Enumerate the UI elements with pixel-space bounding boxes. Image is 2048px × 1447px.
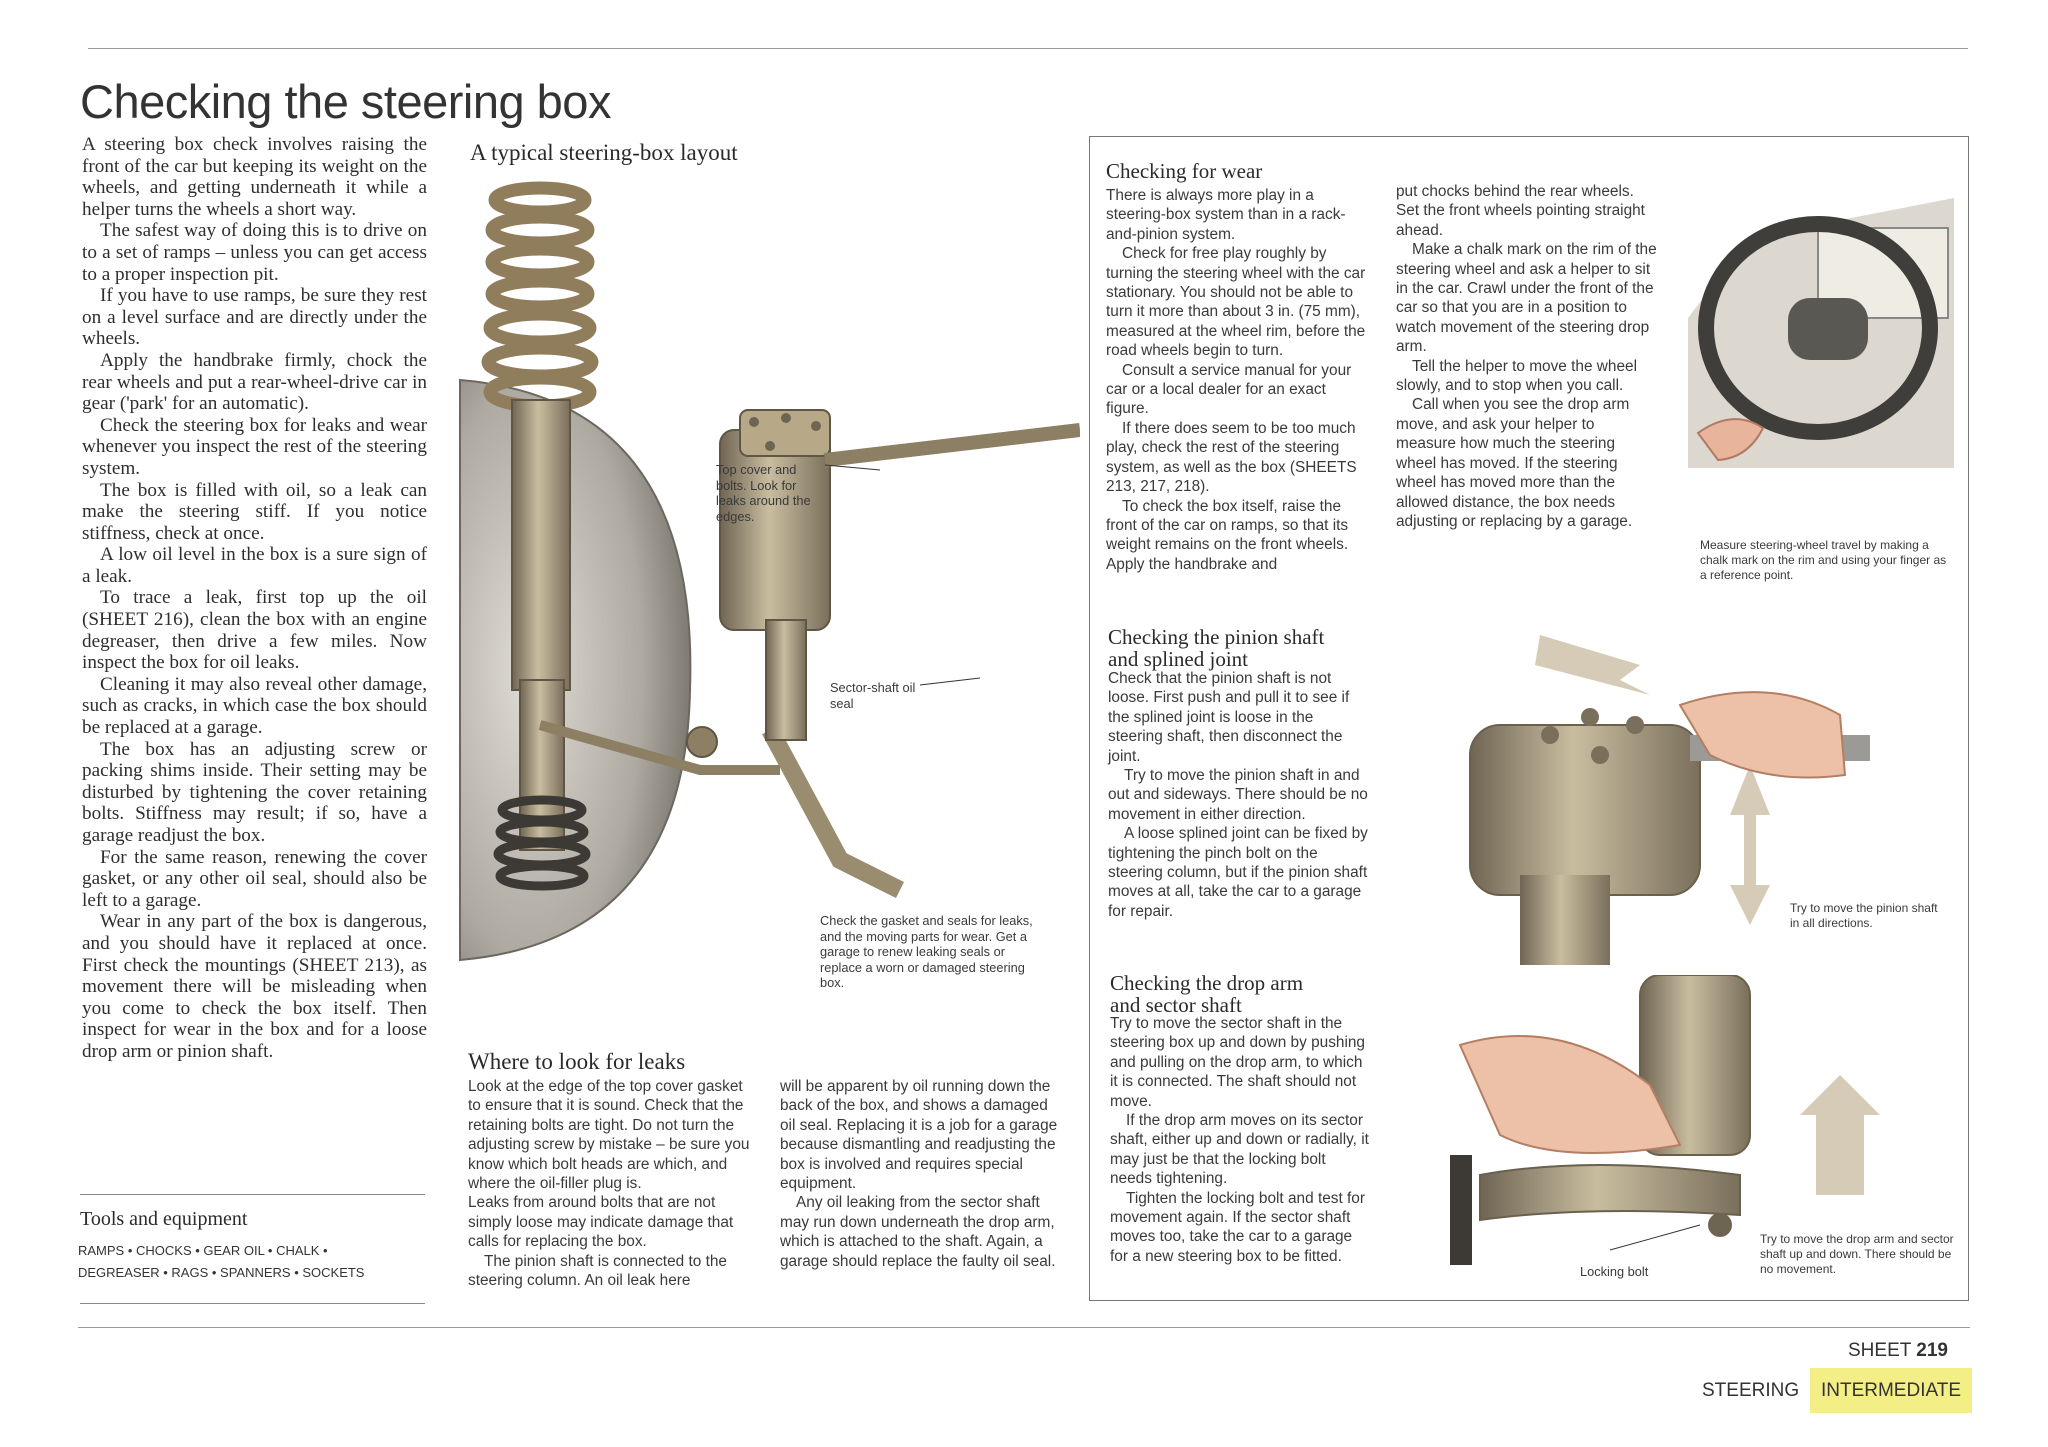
paragraph: For the same reason, renewing the cover gasket, or any other oil seal, should also be left to a garage. xyxy=(82,846,427,911)
paragraph: Make a chalk mark on the rim of the steering wheel and ask a helper to sit in the car. Crawl under the front of the car so that you are in a position to watch movement of the steering drop arm. xyxy=(1396,241,1657,356)
tools-line: DEGREASER • RAGS • SPANNERS • SOCKETS xyxy=(78,1265,365,1280)
pinion-text xyxy=(1108,669,1368,921)
paragraph: Any oil leaking from the sector shaft may run down underneath the drop arm, which is attached to the shaft. Again, a garage should replace the faulty oil seal. xyxy=(780,1194,1056,1270)
bolt xyxy=(781,413,791,423)
label-top-cover: Top cover and bolts. Look for leaks around the edges. xyxy=(716,462,811,524)
tools-list xyxy=(78,1240,364,1284)
paragraph: To check the box itself, raise the front of the car on ramps, so that its weight remains on the front wheels. Apply the handbrake and xyxy=(1106,497,1349,573)
paragraph: If the drop arm moves on its sector shaft, either up and down or radially, it may just be that the locking bolt needs tightening. xyxy=(1110,1112,1369,1188)
paragraph: To trace a leak, first top up the oil (SHEET 216), clean the box with an engine degreaser, then drive a few miles. Now inspect the box for oil leaks. xyxy=(82,587,427,674)
paragraph: Try to move the pinion shaft in and out and sideways. There should be no movement in either direction. xyxy=(1108,767,1368,823)
wear-col-1 xyxy=(1106,186,1371,574)
paragraph: A low oil level in the box is a sure sign of a leak. xyxy=(82,544,427,587)
paragraph: put chocks behind the rear wheels. Set the front wheels pointing straight ahead. xyxy=(1396,183,1645,239)
label-sector-seal: Sector-shaft oil seal xyxy=(830,680,916,711)
bolt xyxy=(811,421,821,431)
leader-line xyxy=(825,465,880,470)
droparm-heading xyxy=(1110,972,1303,1016)
paragraph: The box has an adjusting screw or packing shims inside. Their setting may be disturbed by tightening the cover retaining bolts. Stiffness may result; if so, have a garage readjust the box. xyxy=(82,738,427,846)
droparm-heading-line: Checking the drop arm xyxy=(1110,971,1304,995)
paragraph: The box is filled with oil, so a leak can make the steering stiff. If you notice stiffness, check at once. xyxy=(82,479,427,544)
top-rule xyxy=(88,48,1968,49)
drop-arm-illustration xyxy=(1440,975,1880,1275)
sheet-value: 219 xyxy=(1916,1340,1948,1361)
paragraph: Check the steering box for leaks and wear whenever you inspect the rest of the steering system. xyxy=(82,414,427,479)
paragraph: Try to move the sector shaft in the steering box up and down by pushing and pulling on the drop arm, to which it is connected. The shaft should not move. xyxy=(1110,1015,1365,1110)
page-title: Checking the steering box xyxy=(80,75,611,128)
paragraph: Check that the pinion shaft is not loose. First push and pull it to see if the splined joint is loose in the steering shaft, then disconnect the joint. xyxy=(1108,670,1350,765)
paragraph: A loose splined joint can be fixed by tightening the pinch bolt on the steering column, but if the pinion shaft moves at all, take the car to a garage for repair. xyxy=(1108,825,1368,920)
hand xyxy=(1680,692,1845,777)
droparm-caption: Try to move the drop arm and sector shaft up and down. There should be no movement. xyxy=(1760,1232,1954,1276)
pinion-heading-line: Checking the pinion shaft xyxy=(1108,625,1325,649)
paragraph: Cleaning it may also reveal other damage, such as cracks, in which case the box should be replaced at a garage. xyxy=(82,673,427,739)
wheel-hub xyxy=(1788,298,1868,360)
paragraph: The pinion shaft is connected to the steering column. An oil leak here xyxy=(468,1252,727,1290)
figure-caption: Check the gasket and seals for leaks, and the moving parts for wear. Get a garage to renew leaking seals or replace a worn or damaged steering box. xyxy=(820,913,1033,991)
figure-heading: A typical steering-box layout xyxy=(470,140,738,165)
strut-body xyxy=(512,400,570,690)
paragraph: Wear in any part of the box is dangerous, and you should have it replaced at once. First check the mountings (SHEET 213), as movement there will be misleading when you come to check the box itself. Then inspect for wear in the box and for a loose drop arm or pinion shaft. xyxy=(82,911,427,1062)
leader-line xyxy=(1610,1225,1700,1250)
paragraph: The safest way of doing this is to drive on to a set of ramps – unless you can get access to a proper inspection pit. xyxy=(82,220,427,285)
droparm-text xyxy=(1110,1014,1370,1266)
pinion-caption: Try to move the pinion shaft in all directions. xyxy=(1790,901,1938,930)
wear-heading: Checking for wear xyxy=(1106,159,1263,183)
steering-box xyxy=(720,430,830,630)
category-tag: STEERING xyxy=(1702,1380,1800,1401)
paragraph: There is always more play in a steering-box system than in a rack-and-pinion system. xyxy=(1106,187,1346,243)
paragraph: will be apparent by oil running down the back of the box, and shows a damaged oil seal. Replacing it is a job for a garage because dismantling and readjusting the box is involved and requires special equipment. xyxy=(780,1078,1058,1193)
steering-box-layout-illustration xyxy=(440,170,1080,1030)
leader-line xyxy=(920,678,980,685)
paragraph: Call when you see the drop arm move, and ask your helper to measure how much the steering wheel has moved. If the steering wheel has moved more than the allowed distance, the box needs adjusting or replacing by a garage. xyxy=(1396,396,1633,530)
sector-shaft xyxy=(766,620,806,740)
wear-caption: Measure steering-wheel travel by making a chalk mark on the rim and using your finger as a reference point. xyxy=(1700,538,1947,582)
ball-joint xyxy=(687,727,717,757)
drop-arm xyxy=(770,730,900,890)
intro-text xyxy=(82,134,427,1063)
locking-bolt-label: Locking bolt xyxy=(1580,1264,1649,1279)
tools-heading: Tools and equipment xyxy=(80,1208,248,1230)
arrow-icon xyxy=(1800,1075,1880,1195)
paragraph: If you have to use ramps, be sure they rest on a level surface and are directly under the wheels. xyxy=(82,285,427,350)
arrow-icon xyxy=(1730,765,1770,925)
paragraph: Tell the helper to move the wheel slowly, and to stop when you call. xyxy=(1396,357,1638,395)
paragraph: Look at the edge of the top cover gasket to ensure that it is sound. Check that the retaining bolts are tight. Do not turn the adjusting screw by mistake – be sure you know which bolt heads are which, and where the oil-filler plug is. xyxy=(468,1078,750,1193)
steering-box xyxy=(1470,725,1700,895)
pinion-heading xyxy=(1108,626,1324,670)
paragraph: If there does seem to be too much play, check the rest of the steering system, as well as the box (SHEETS 213, 217, 218). xyxy=(1106,419,1357,496)
paragraph: Leaks from around bolts that are not simply loose may indicate damage that calls for replacing the box. xyxy=(468,1194,734,1251)
pinion-heading-line: and splined joint xyxy=(1108,647,1248,671)
steering-column xyxy=(825,430,1080,460)
sheet-number xyxy=(1848,1340,1948,1362)
arrow-icon xyxy=(1535,635,1650,695)
locking-bolt xyxy=(1708,1213,1732,1237)
sheet-label: SHEET xyxy=(1848,1340,1912,1361)
bolt xyxy=(749,417,759,427)
paragraph: Check for free play roughly by turning the steering wheel with the car stationary. You should not be able to turn it more than about 3 in. (75 mm), measured at the wheel rim, before the road wheels begin to turn. xyxy=(1106,245,1366,360)
leaks-col-1 xyxy=(468,1077,758,1290)
paragraph: Tighten the locking bolt and test for movement again. If the sector shaft moves too, take the car to a garage for a new steering box to be fitted. xyxy=(1110,1189,1365,1265)
tools-line: RAMPS • CHOCKS • GEAR OIL • CHALK • xyxy=(78,1243,328,1258)
droparm-heading-line: and sector shaft xyxy=(1110,993,1242,1017)
tools-top-rule xyxy=(80,1194,425,1195)
bottom-rule xyxy=(78,1327,1970,1328)
drop-arm xyxy=(1480,1165,1740,1220)
paragraph: A steering box check involves raising the front of the car but keeping its weight on the wheels, and getting underneath it while a helper turns the wheels a short way. xyxy=(82,134,427,220)
leaks-heading: Where to look for leaks xyxy=(468,1049,686,1074)
coil-spring xyxy=(488,188,592,406)
paragraph: Consult a service manual for your car or a local dealer for an exact figure. xyxy=(1106,361,1352,418)
level-tag: INTERMEDIATE xyxy=(1810,1368,1972,1413)
steering-wheel-illustration xyxy=(1688,198,1954,498)
paragraph: Apply the handbrake firmly, chock the rear wheels and put a rear-wheel-drive car in gear ('park' for an automatic). xyxy=(82,349,427,415)
bolt xyxy=(765,441,775,451)
tools-bottom-rule xyxy=(80,1303,425,1304)
leaks-col-2 xyxy=(780,1077,1060,1271)
wear-col-2 xyxy=(1396,182,1658,531)
